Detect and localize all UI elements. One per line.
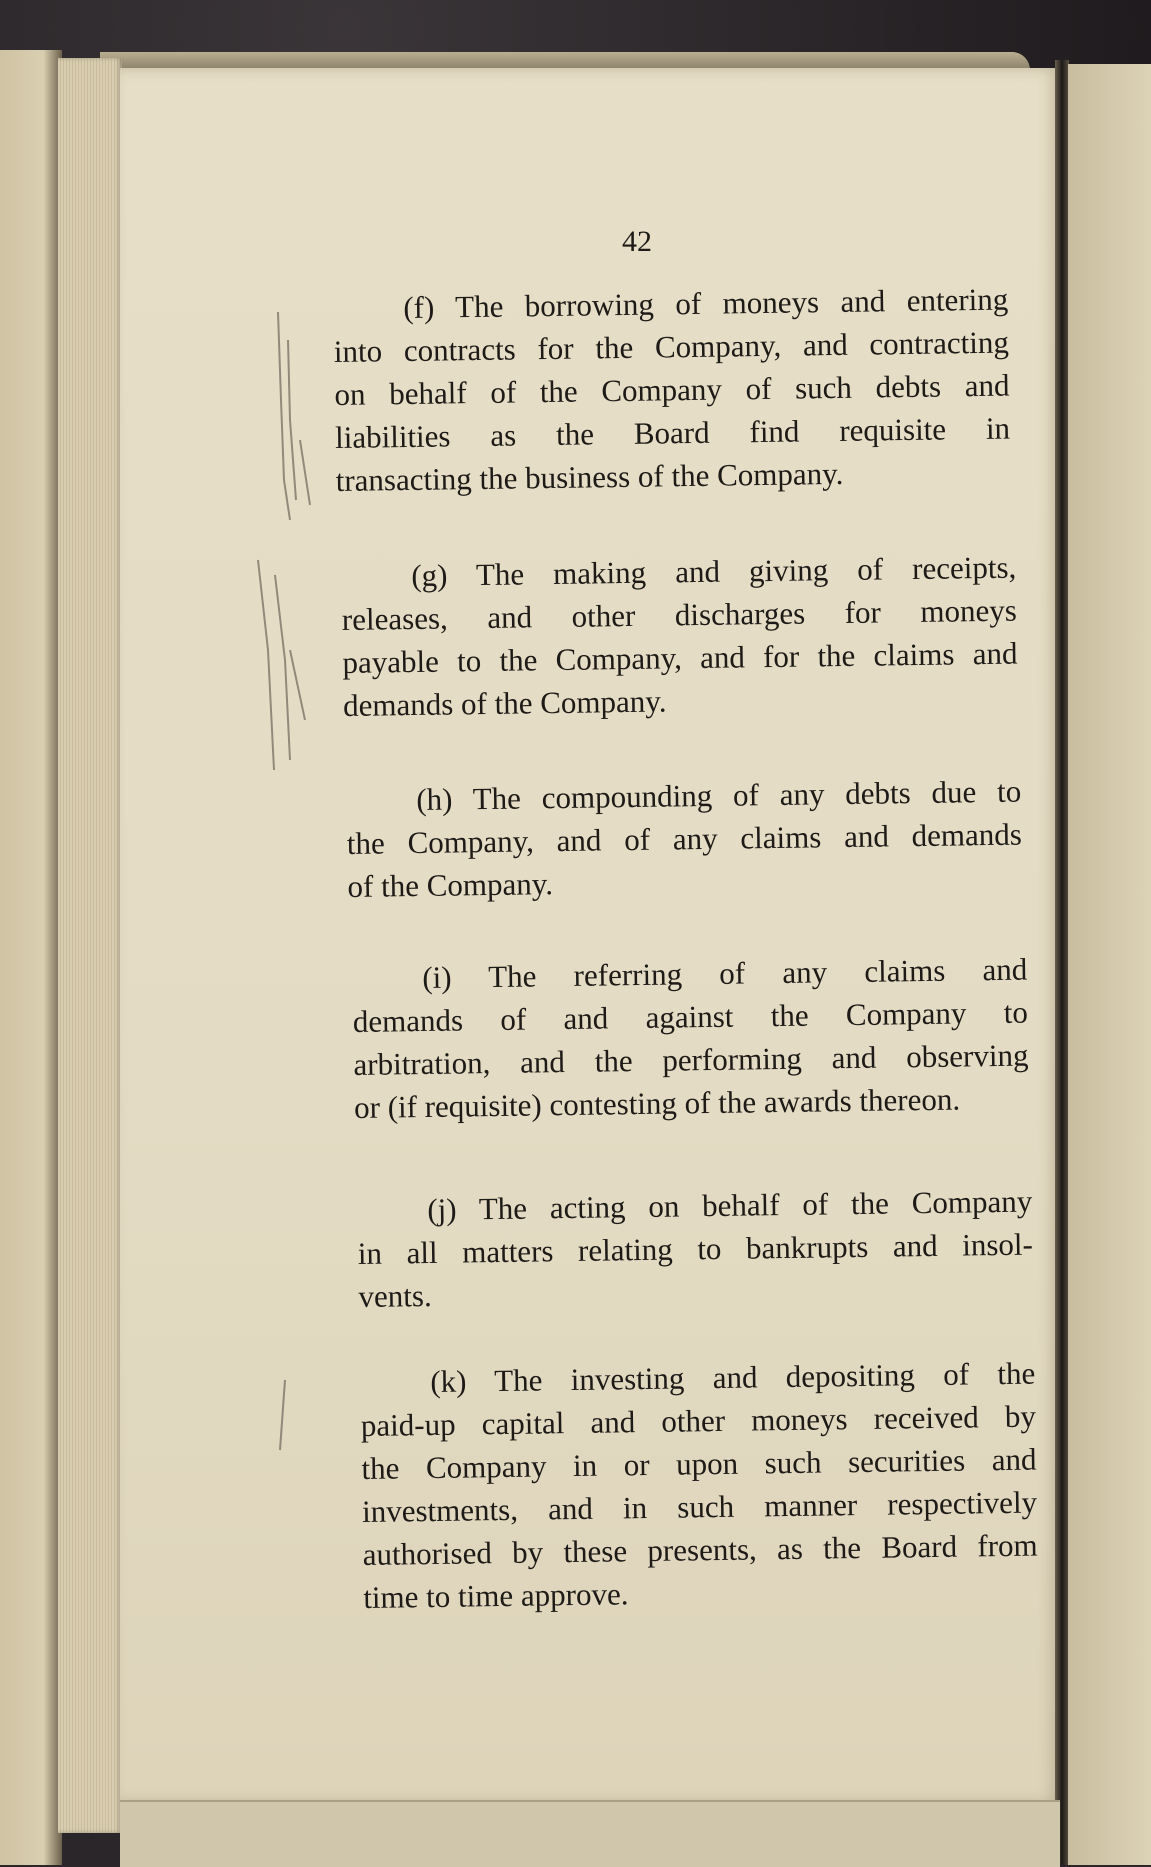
text-line: time to time approve. (363, 1576, 629, 1615)
page-number: 42 (622, 225, 652, 258)
text-line: authorised by these presents, as the Board from (362, 1527, 1038, 1572)
text-line: (g) The making and giving of receipts, (411, 549, 1017, 594)
text-line: on behalf of the Company of such debts and (334, 367, 1010, 412)
text-line: the Company, and of any claims and demands (346, 816, 1023, 861)
paragraph-f (333, 278, 1011, 502)
paragraph-i (352, 948, 1029, 1129)
text-line: payable to the Company, and for the claims and (342, 635, 1018, 680)
text-line: releases, and other discharges for moneys (341, 592, 1018, 637)
text-line: (j) The acting on behalf of the Company (427, 1183, 1033, 1228)
paragraph-k (360, 1352, 1039, 1619)
facing-page-left (0, 50, 62, 1865)
text-line: arbitration, and the performing and observing (353, 1037, 1029, 1082)
page-fore-edge (58, 58, 122, 1833)
text-line: vents. (358, 1277, 432, 1314)
paragraph-g (341, 546, 1018, 727)
text-line: of the Company. (347, 866, 554, 904)
text-line: (h) The compounding of any debts due to (416, 773, 1022, 818)
text-line: demands of the Company. (342, 683, 667, 723)
paragraph-j (357, 1180, 1034, 1318)
text-line: (f) The borrowing of moneys and entering (403, 281, 1009, 326)
text-line: investments, and in such manner respectively (361, 1484, 1038, 1529)
text-line: (i) The referring of any claims and (422, 951, 1028, 996)
text-line: transacting the business of the Company. (335, 455, 844, 498)
book-gutter (1055, 60, 1069, 1865)
text-line: or (if requisite) contesting of the awards thereon. (353, 1081, 961, 1125)
page-bottom-edge (120, 1800, 1060, 1867)
paragraph-h (346, 770, 1023, 908)
text-line: demands of and against the Company to (352, 994, 1029, 1039)
text-line: in all matters relating to bankrupts and insol- (357, 1226, 1034, 1271)
text-line: the Company in or upon such securities and (361, 1441, 1037, 1486)
text-line: (k) The investing and depositing of the (430, 1355, 1036, 1400)
text-line: into contracts for the Company, and contracting (333, 324, 1010, 369)
facing-page-right (1068, 64, 1151, 1865)
text-line: paid-up capital and other moneys received by (360, 1398, 1037, 1443)
text-line: liabilities as the Board find requisite in (334, 410, 1011, 455)
